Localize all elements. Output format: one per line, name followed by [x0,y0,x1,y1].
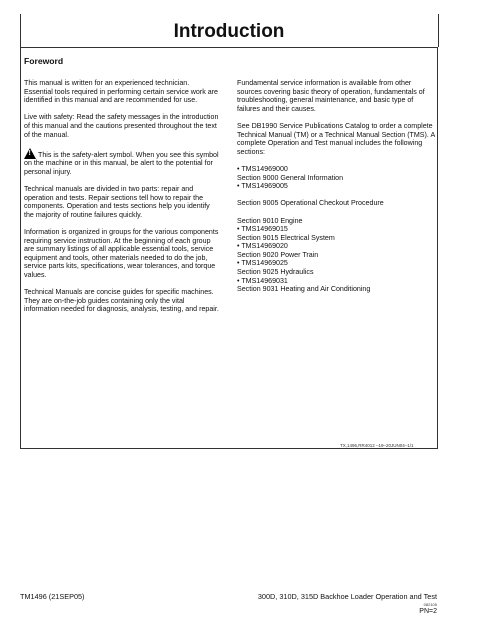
paragraph: See DB1990 Service Publications Catalog to order a complete Technical Manual (TM) or a Technical Manual Section (TMS). A complete Operation and Test manual includes the following sections: [237,121,435,156]
footer-manual-id: TM1496 (21SEP05) [20,592,85,601]
paragraph: This manual is written for an experienced technician. Essential tools required in performing certain service work are identified in this manual and are recommended for use. [24,79,218,105]
safety-alert-icon [24,148,36,159]
paragraph: Fundamental service information is available from other sources covering basic theory of operation, fundamentals of troubleshooting, general maintenance, and basic type of failures and their causes. [237,79,425,113]
list-item: Section 9020 Power Train [237,250,319,259]
list-item: Section 9025 Hydraulics [237,268,314,277]
page-number: PN=2 [419,608,437,615]
page-title: Introduction [173,21,285,42]
safety-alert-text: This is the safety-alert symbol. When you see this symbol on the machine or in this manual, be alert to the potential for personal injury. [24,150,219,176]
list-item: • TMS14969000 [237,164,288,173]
list-item: • TMS14969005 [237,182,288,191]
left-column [24,79,219,323]
right-column [237,79,435,294]
list-item: • TMS14969015 [237,225,288,234]
paragraph: Live with safety: Read the safety messages in the introduction of this manual and the cautions presented throughout the text of the manual. [24,113,219,139]
list-item: • TMS14969031 [237,276,288,285]
header-rule-right [438,14,439,47]
footer-manual-title: 300D, 310D, 315D Backhoe Loader Operation and Test [257,592,437,601]
footer-date-code: 082105 [423,602,437,607]
list-item: Section 9010 Engine [237,216,303,225]
list-item: Section 9005 Operational Checkout Procedure [237,199,384,208]
list-item: Section 9015 Electrical System [237,233,335,242]
tracking-code: TX,1496,RR4012 –19–20JUN04–1/1 [340,443,414,448]
section-heading: Foreword [24,56,64,66]
safety-alert-paragraph [24,148,219,177]
paragraph: Technical Manuals are concise guides for specific machines. They are on-the-job guides containing only the vital information needed for diagnosis, analysis, testing, and repair. [24,288,219,314]
list-item: • TMS14969025 [237,259,288,268]
list-item: Section 9000 General Information [237,173,344,182]
paragraph: Technical manuals are divided in two parts: repair and operation and tests. Repair sections tell how to repair the components. Operation and tests sections help you identify the majority of routine failures quickly. [24,185,210,219]
paragraph: Information is organized in groups for the various components requiring service instruction. At the beginning of each group are summary listings of all applicable essential tools, service equipment and tools, other materials needed to do the job, service parts kits, specifications, wear tolerances, and torque values. [24,228,219,280]
list-item: • TMS14969020 [237,242,288,251]
list-item: Section 9031 Heating and Air Conditioning [237,285,371,294]
